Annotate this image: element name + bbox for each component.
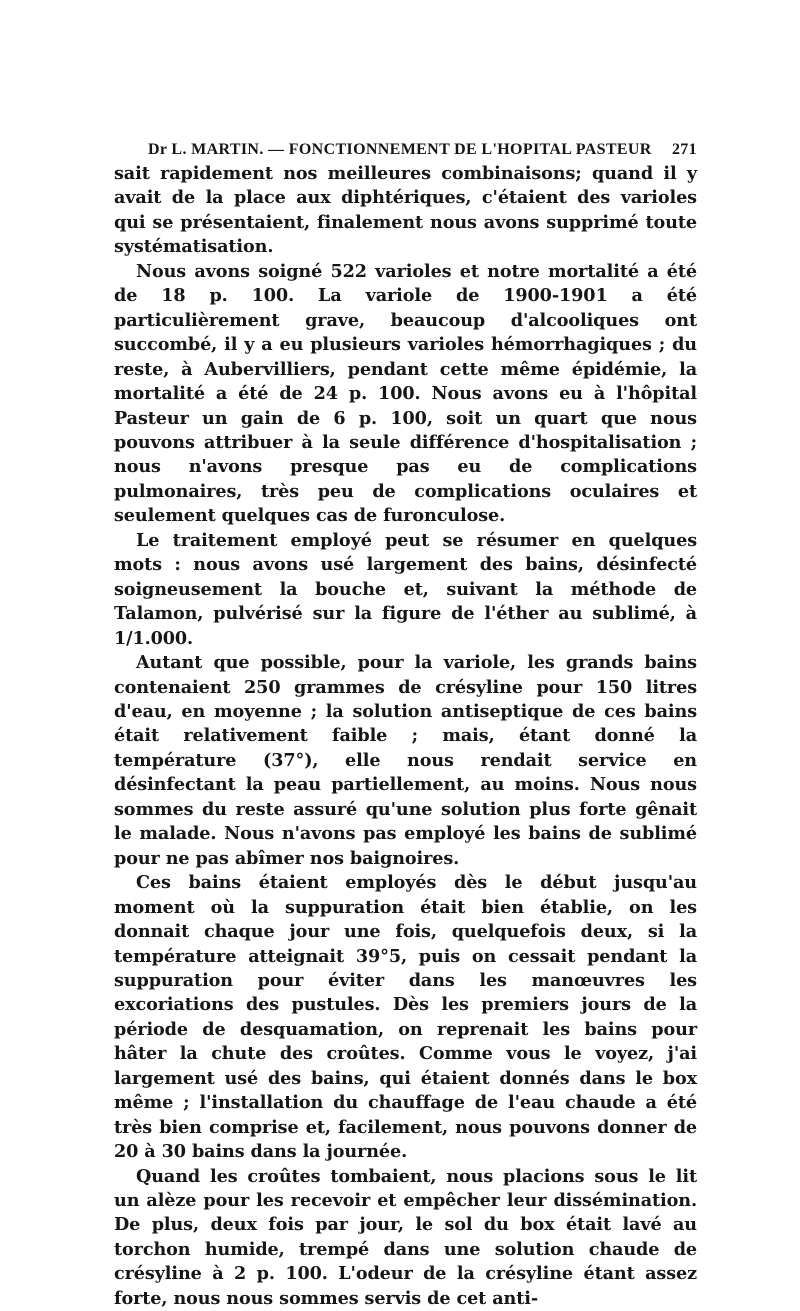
book-page (114, 136, 697, 1311)
page-number: 271 (671, 141, 697, 158)
paragraph-baths-schedule: Ces bains étaient employés dès le début jusqu'au moment où la suppuration était bien établie, on les donnait chaque jour une fois, quelquefois deux, si la température atteignait 39°5, puis on cessait pendant la suppuration pour éviter dans les manœuvres les excoriations des pustules. Dès les premiers jours de la période de desquamation, on reprenait les bains pour hâter la chute des croûtes. Comme vous le voyez, j'ai largement usé des bains, qui étaient donnés dans le box même ; l'installation du chauffage de l'eau chaude a été très bien comprise et, facilement, nous pouvons donner de 20 à 30 bains dans la journée. (114, 872, 697, 1163)
paragraph-treatment: Le traitement employé peut se résumer en quelques mots : nous avons usé largement des bains, désinfecté soigneusement la bouche et, suivant la méthode de Talamon, pulvérisé sur la figure de l'éther au sublimé, à 1/1.000. (114, 529, 697, 649)
body-text (114, 162, 697, 1311)
paragraph-crusts: Quand les croûtes tombaient, nous placions sous le lit un alèze pour les recevoir et empêcher leur dissémination. De plus, deux fois par jour, le sol du box était lavé au torchon humide, trempé dans une solution chaude de crésyline à 2 p. 100. L'odeur de la crésyline étant assez forte, nous nous sommes servis de cet anti- (114, 1165, 697, 1309)
running-header (114, 136, 697, 162)
running-title: Dr L. MARTIN. — FONCTIONNEMENT DE L'HOPITAL PASTEUR (148, 141, 652, 158)
paragraph-continued: sait rapidement nos meilleures combinaisons; quand il y avait de la place aux diphtériques, c'étaient des varioles qui se présentaient, finalement nous avons supprimé toute systématisation. (114, 163, 697, 258)
paragraph-baths-solution: Autant que possible, pour la variole, les grands bains contenaient 250 grammes de crésyline pour 150 litres d'eau, en moyenne ; la solution antiseptique de ces bains était relativement faible ; mais, étant donné la température (37°), elle nous rendait service en désinfectant la peau partiellement, au moins. Nous nous sommes du reste assuré qu'une solution plus forte gênait le malade. Nous n'avons pas employé les bains de sublimé pour ne pas abîmer nos baignoires. (114, 652, 697, 869)
paragraph-mortality: Nous avons soigné 522 varioles et notre mortalité a été de 18 p. 100. La variole de 1900-1901 a été particulièrement grave, beaucoup d'alcooliques ont succombé, il y a eu plusieurs varioles hémorrhagiques ; du reste, à Aubervilliers, pendant cette même épidémie, la mortalité a été de 24 p. 100. Nous avons eu à l'hôpital Pasteur un gain de 6 p. 100, soit un quart que nous pouvons attribuer à la seule différence d'hospitalisation ; nous n'avons presque pas eu de complications pulmonaires, très peu de complications oculaires et seulement quelques cas de furonculose. (114, 260, 697, 527)
